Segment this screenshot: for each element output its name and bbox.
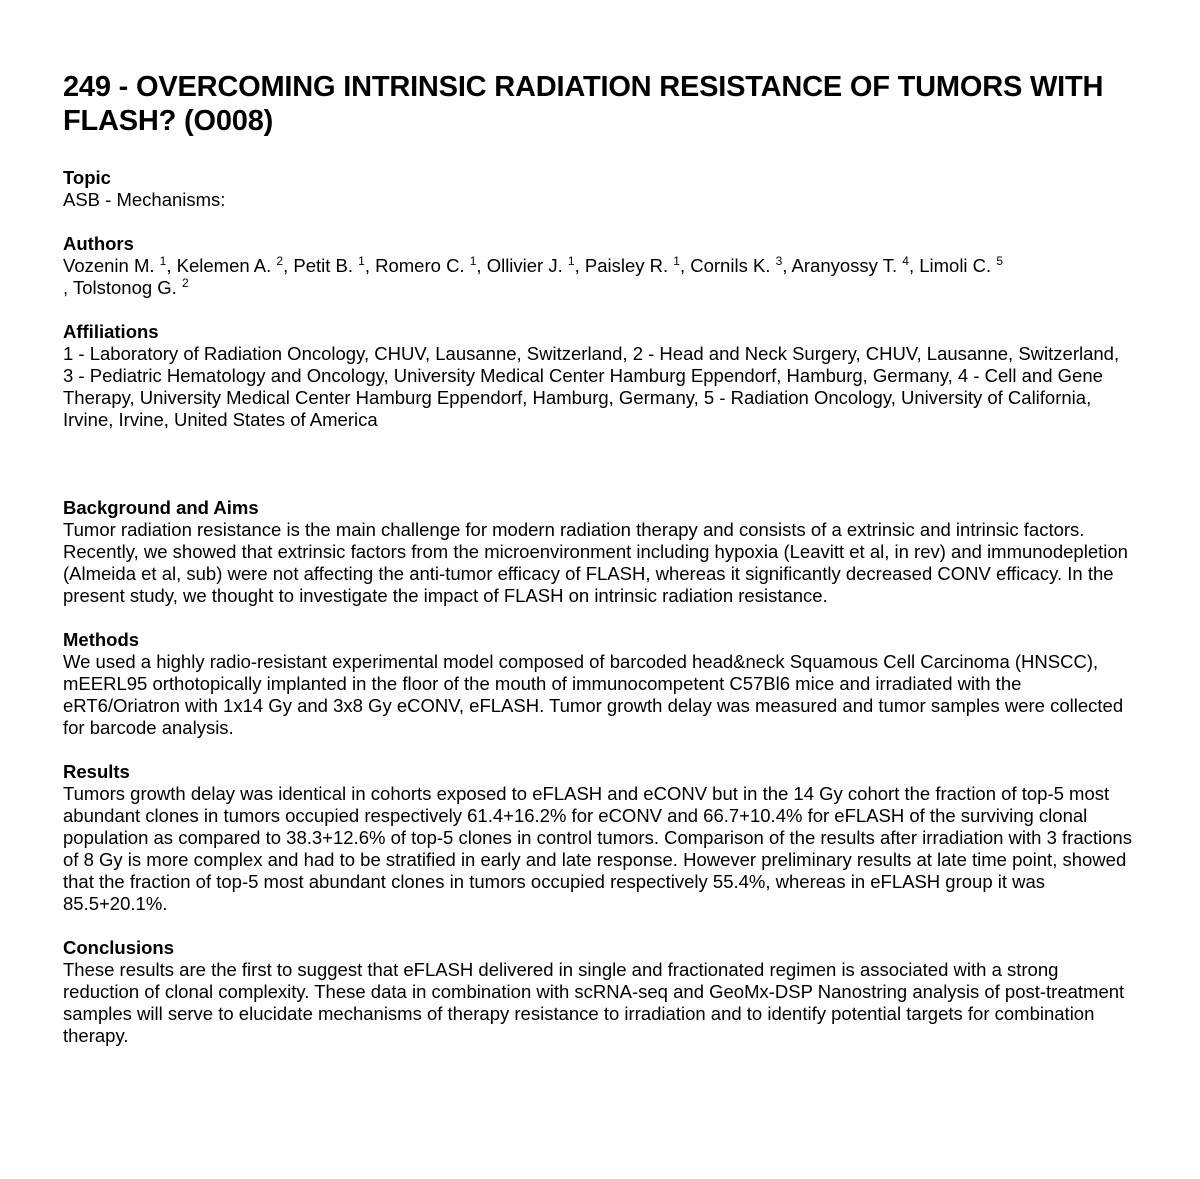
topic-heading: Topic [63,167,111,188]
author-item [293,255,364,276]
author-item [585,255,680,276]
affiliations-section [63,321,1133,431]
author-affiliation-number: 5 [996,253,1004,268]
results-heading: Results [63,761,130,782]
author-name: Ollivier J. [486,255,563,276]
results-text: Tumors growth delay was identical in cohorts exposed to eFLASH and eCONV but in the 14 Gy cohort the fraction of top-5 most abundant clones in tumors occupied respectively 61.4+16.2% for eCONV and 66.7+10.4% for eFLASH of the surviving clonal population as compared to 38.3+12.6% of top-5 clones in control tumors. Comparison of the results after irradiation with 3 fractions of 8 Gy is more complex and had to be stratified in early and late response. However preliminary results at late time point, showed that the fraction of top-5 most abundant clones in tumors occupied respectively 55.4%, whereas in eFLASH group it was 85.5+20.1%. [63,783,1132,914]
author-affiliation-number: 3 [775,253,783,268]
author-affiliation-number: 1 [469,253,477,268]
authors-list: Vozenin M. $^1$, Kelemen A. $^2$, Petit B. $^1$, Romero C. $^1$, Ollivier J. $^1$, Paisley R. $^1$, Cornils K. $^3$, Aranyossy T. $^4$, Limoli C. $^5$ , Tolstonog G. $^2$ [63,253,1004,298]
background-heading: Background and Aims [63,497,259,518]
author-name: Vozenin M. [63,255,155,276]
author-affiliation-number: 1 [159,253,167,268]
author-name: Aranyossy T. [791,255,898,276]
affiliations-text: 1 - Laboratory of Radiation Oncology, CHUV, Lausanne, Switzerland, 2 - Head and Neck Surgery, CHUV, Lausanne, Switzerland, 3 - Pediatric Hematology and Oncology, University Medical Center Hamburg Eppendorf, Hamburg, Germany, 4 - Cell and Gene Therapy, University Medical Center Hamburg Eppendorf, Hamburg, Germany, 5 - Radiation Oncology, University of California, Irvine, Irvine, United States of America [63,343,1120,430]
author-name: Paisley R. [584,255,669,276]
methods-heading: Methods [63,629,140,650]
methods-section [63,629,1133,739]
author-name: Kelemen A. [176,255,272,276]
author-item [73,277,189,298]
background-section [63,497,1133,607]
author-item [63,255,166,276]
authors-section [63,233,1133,299]
methods-text: We used a highly radio-resistant experimental model composed of barcoded head&neck Squamous Cell Carcinoma (HNSCC), mEERL95 orthotopically implanted in the floor of the mouth of immunocompetent C57Bl6 mice and irradiated with the eRT6/Oriatron with 1x14 Gy and 3x8 Gy eCONV, eFLASH. Tumor growth delay was measured and tumor samples were collected for barcode analysis. [63,651,1124,738]
author-item [919,255,1003,276]
authors-heading: Authors [63,233,134,254]
author-name: Romero C. [375,255,465,276]
author-item [177,255,283,276]
author-affiliation-number: 1 [358,253,365,268]
author-item [690,255,782,276]
background-text: Tumor radiation resistance is the main challenge for modern radiation therapy and consists of a extrinsic and intrinsic factors. Recently, we showed that extrinsic factors from the microenvironment including hypoxia (Leavitt et al, in rev) and immunodepletion (Almeida et al, sub) were not affecting the anti-tumor efficacy of FLASH, whereas it significantly decreased CONV efficacy. In the present study, we thought to investigate the impact of FLASH on intrinsic radiation resistance. [63,519,1128,606]
topic-section [63,167,1133,211]
topic-text: ASB - Mechanisms: [63,189,226,210]
abstract-title: 249 - OVERCOMING INTRINSIC RADIATION RESISTANCE OF TUMORS WITH FLASH? (O008) [63,71,1104,137]
author-affiliation-number: 2 [276,253,284,268]
abstract-page [63,70,1133,1047]
author-name: Petit B. [293,255,354,276]
author-name: Tolstonog G. [72,277,177,298]
conclusions-text: These results are the first to suggest that eFLASH delivered in single and fractionated regimen is associated with a strong reduction of clonal complexity. These data in combination with scRNA-seq and GeoMx-DSP Nanostring analysis of post-treatment samples will serve to elucidate mechanisms of therapy resistance to irradiation and to identify potential targets for combination therapy. [63,959,1125,1046]
author-affiliation-number: 2 [181,275,189,290]
author-affiliation-number: 1 [673,253,680,268]
conclusions-section [63,937,1133,1047]
author-item [792,255,909,276]
conclusions-heading: Conclusions [63,937,175,958]
results-section [63,761,1133,915]
author-affiliation-number: 1 [567,253,575,268]
author-item [375,255,476,276]
author-name: Cornils K. [690,255,771,276]
author-name: Limoli C. [919,255,992,276]
affiliations-heading: Affiliations [63,321,159,342]
author-affiliation-number: 4 [902,253,909,268]
author-item [487,255,575,276]
